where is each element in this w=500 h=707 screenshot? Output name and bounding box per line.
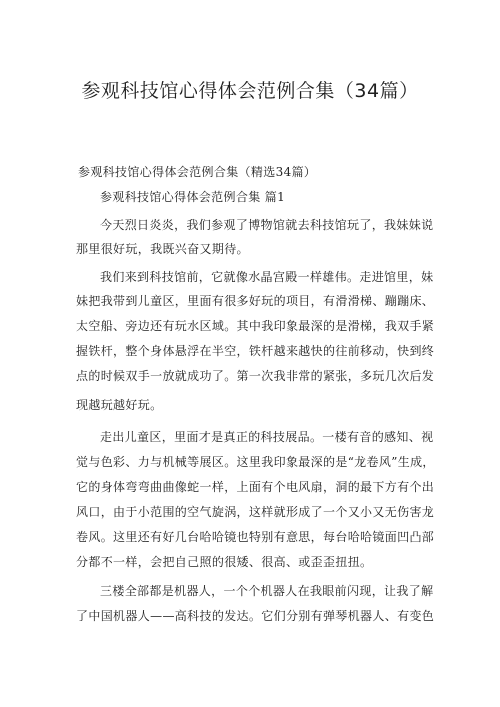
body-line: 三楼全部都是机器人，一个个机器人在我眼前闪现，让我了解 [100, 584, 434, 598]
body-line: 了中国机器人——高科技的发达。它们分别有弹琴机器人、有变色 [76, 609, 435, 623]
body-line: 分都不一样，会把自己照的很矮、很高、或歪歪扭扭。 [76, 555, 373, 569]
body-line: 那里很好玩，我既兴奋又期待。 [76, 242, 249, 256]
body-line: 卷风。这里还有好几台哈哈镜也特别有意思，每台哈哈镜面凹凸部 [76, 530, 435, 544]
body-line: 走出儿童区，里面才是真正的科技展品。一楼有音的感知、视 [100, 430, 434, 444]
body-line: 它的身体弯弯曲曲像蛇一样，上面有个电风扇，洞的最下方有个出 [76, 480, 435, 494]
body-line: 妹把我带到儿童区，里面有很多好玩的项目，有滑滑梯、蹦蹦床、 [76, 294, 435, 308]
body-line: 我们来到科技馆前，它就像水晶宫殿一样雄伟。走进馆里，妹 [100, 270, 434, 284]
article-heading: 参观科技馆心得体会范例合集 篇1 [100, 190, 286, 204]
body-line: 太空船、旁边还有玩水区域。其中我印象最深的是滑梯，我双手紧 [76, 319, 435, 333]
document-title: 参观科技馆心得体会范例合集（34篇） [81, 80, 419, 102]
collection-heading: 参观科技馆心得体会范例合集（精选34篇） [78, 165, 317, 179]
body-line: 觉与色彩、力与机械等展区。这里我印象最深的是“龙卷风”生成， [76, 455, 435, 469]
body-line: 现越玩越好玩。 [76, 398, 163, 412]
body-line: 今天烈日炎炎，我们参观了博物馆就去科技馆玩了，我妹妹说 [100, 218, 434, 232]
body-line: 握铁杆，整个身体悬浮在半空，铁杆越来越快的往前移动，快到终 [76, 344, 435, 358]
body-line: 点的时候双手一放就成功了。第一次我非常的紧张，多玩几次后发 [76, 369, 435, 383]
body-line: 风口，由于小范围的空气旋涡，这样就形成了一个又小又无伤害龙 [76, 505, 435, 519]
